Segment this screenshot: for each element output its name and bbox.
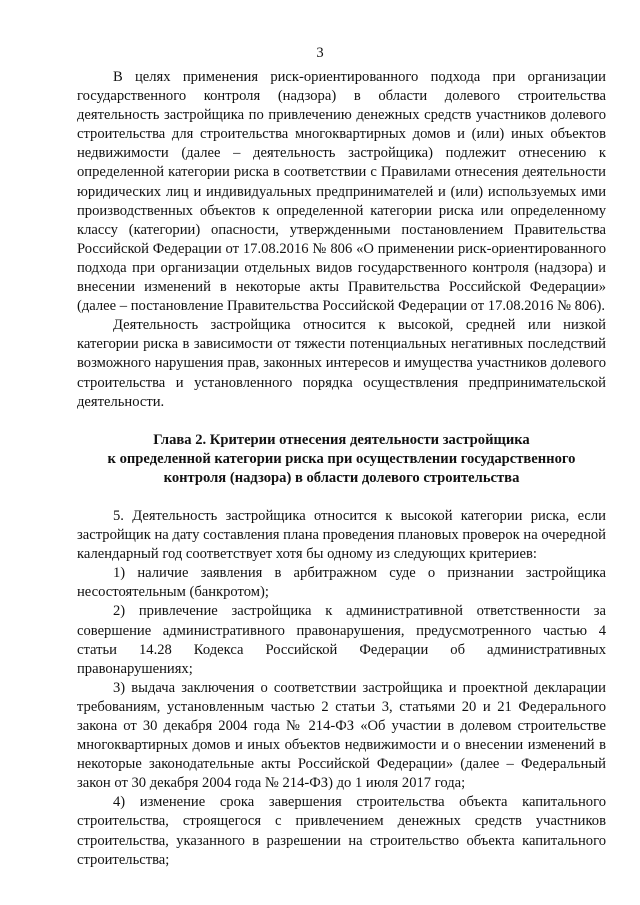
chapter-heading: [77, 431, 606, 488]
paragraph-item-5: 5. Деятельность застройщика относится к высокой категории риска, если застройщик на дату составления плана проведения плановых проверок на очередной календарный год соответствует хотя бы одному из следующих критериев:: [77, 507, 606, 563]
chapter-heading-line: Глава 2. Критерии отнесения деятельности застройщика: [153, 431, 530, 448]
criterion-1: 1) наличие заявления в арбитражном суде о признании застройщика несостоятельным (банкротом);: [77, 565, 606, 601]
chapter-heading-line: к определенной категории риска при осуществлении государственного: [107, 450, 576, 467]
criterion-3: 3) выдача заключения о соответствии застройщика и проектной декларации требованиям, установленным частью 2 статьи 3, статьями 20 и 21 Федерального закона от 30 декабря 2004 года № 214-ФЗ «Об участии в долевом строительстве многоквартирных домов и иных объектов недвижимости и о внесении изменений в некоторые законодательные акты Российской Федерации» (далее – Федеральный закон от 30 декабря 2004 года № 214-ФЗ) до 1 июля 2017 года;: [77, 679, 606, 792]
chapter-heading-line: контроля (надзора) в области долевого строительства: [163, 469, 520, 486]
criterion-4: 4) изменение срока завершения строительства объекта капитального строительства, строящегося с привлечением денежных средств участников строительства, указанного в разрешении на строительство объекта капитального строительства;: [77, 794, 606, 868]
paragraph-risk-approach: В целях применения риск-ориентированного подхода при организации государственного контроля (надзора) в области долевого строительства деятельность застройщика по привлечению денежных средств участников долевого строительства для строительства многоквартирных домов и (или) иных объектов недвижимости (далее – деятельность застройщика) подлежит отнесению к определенной категории риска в соответствии с Правилами отнесения деятельности юридических лиц и индивидуальных предпринимателей и (или) используемых ими производственных объектов к определенной категории риска или определенному классу (категории) опасности, утвержденными постановлением Правительства Российской Федерации от 17.08.2016 № 806 «О применении риск-ориентированного подхода при организации отдельных видов государственного контроля (надзора) и внесении изменений в некоторые акты Правительства Российской Федерации» (далее – постановление Правительства Российской Федерации от 17.08.2016 № 806).: [77, 69, 606, 315]
page-number: 3: [316, 45, 324, 61]
paragraph-risk-categories: Деятельность застройщика относится к высокой, средней или низкой категории риска в зависимости от тяжести потенциальных негативных последствий возможного нарушения прав, законных интересов и имущества участников долевого строительства и установленного порядка осуществления предпринимательской деятельности.: [77, 317, 606, 410]
criterion-2: 2) привлечение застройщика к административной ответственности за совершение административного правонарушения, предусмотренного частью 4 статьи 14.28 Кодекса Российской Федерации об административных правонарушениях;: [77, 603, 606, 677]
document-body: [77, 68, 606, 870]
